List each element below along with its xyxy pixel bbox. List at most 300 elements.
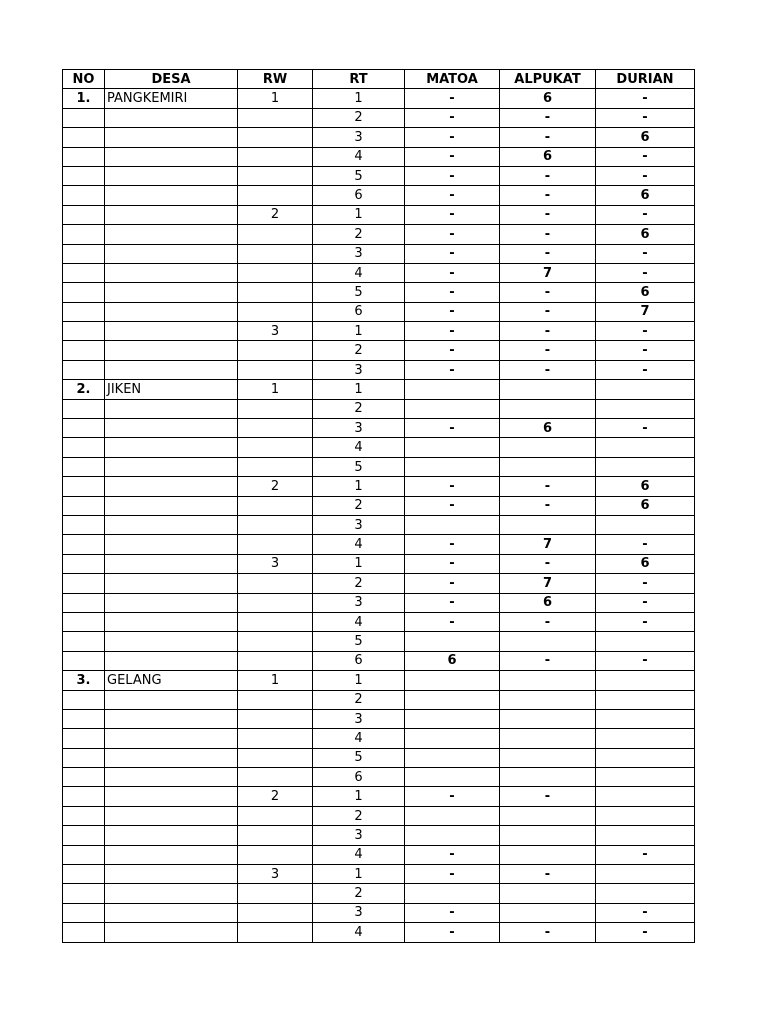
cell-desa [105,806,238,825]
cell-rw [238,923,313,942]
cell-rt: 3 [313,244,405,263]
table-row [63,612,695,631]
header-durian: DURIAN [596,70,695,89]
cell-matoa: - [405,496,500,515]
cell-no [63,845,105,864]
header-rw: RW [238,70,313,89]
cell-desa [105,787,238,806]
cell-matoa: - [405,263,500,282]
cell-alpukat: - [500,612,596,631]
cell-rt: 1 [313,865,405,884]
cell-rt: 1 [313,787,405,806]
cell-no: 1. [63,89,105,108]
cell-desa [105,128,238,147]
cell-rw [238,884,313,903]
cell-alpukat: - [500,186,596,205]
cell-alpukat: - [500,108,596,127]
cell-alpukat [500,457,596,476]
cell-desa [105,903,238,922]
cell-durian: - [596,535,695,554]
cell-alpukat: - [500,341,596,360]
cell-rt: 2 [313,496,405,515]
cell-desa [105,438,238,457]
cell-durian [596,806,695,825]
cell-matoa [405,709,500,728]
cell-durian [596,729,695,748]
cell-matoa [405,515,500,534]
cell-alpukat: 6 [500,419,596,438]
table-row [63,574,695,593]
cell-alpukat: - [500,865,596,884]
cell-no [63,651,105,670]
cell-matoa: - [405,128,500,147]
cell-alpukat: - [500,128,596,147]
cell-rt: 4 [313,845,405,864]
cell-alpukat: - [500,205,596,224]
cell-no [63,593,105,612]
cell-desa [105,884,238,903]
cell-alpukat [500,709,596,728]
cell-alpukat: 6 [500,89,596,108]
cell-rw [238,108,313,127]
cell-no [63,186,105,205]
cell-no [63,263,105,282]
cell-rt: 1 [313,205,405,224]
cell-rt: 2 [313,225,405,244]
cell-rw [238,302,313,321]
cell-rw [238,690,313,709]
cell-durian: 6 [596,225,695,244]
cell-durian: - [596,360,695,379]
cell-durian: - [596,593,695,612]
table-row [63,729,695,748]
cell-desa [105,360,238,379]
cell-matoa [405,884,500,903]
cell-matoa: - [405,419,500,438]
cell-desa [105,535,238,554]
cell-durian [596,884,695,903]
cell-rw [238,768,313,787]
cell-rw [238,845,313,864]
cell-desa [105,826,238,845]
table-row [63,787,695,806]
cell-alpukat [500,826,596,845]
cell-matoa: - [405,322,500,341]
cell-no [63,341,105,360]
table-row [63,147,695,166]
cell-alpukat: - [500,302,596,321]
table-row [63,535,695,554]
cell-no [63,515,105,534]
cell-matoa [405,729,500,748]
cell-desa [105,593,238,612]
cell-matoa: - [405,108,500,127]
table-row [63,380,695,399]
cell-alpukat [500,748,596,767]
cell-no [63,322,105,341]
cell-desa [105,263,238,282]
cell-rw: 2 [238,787,313,806]
cell-no [63,865,105,884]
cell-matoa: - [405,574,500,593]
cell-matoa [405,399,500,418]
table-row [63,399,695,418]
cell-alpukat [500,380,596,399]
cell-alpukat [500,671,596,690]
table-row [63,632,695,651]
table-row [63,903,695,922]
cell-no [63,806,105,825]
cell-matoa [405,806,500,825]
cell-rw [238,535,313,554]
cell-matoa [405,438,500,457]
cell-rw [238,496,313,515]
cell-rt: 1 [313,477,405,496]
cell-rt: 2 [313,399,405,418]
cell-desa [105,632,238,651]
cell-rw [238,826,313,845]
cell-no [63,768,105,787]
header-row [63,70,695,89]
cell-alpukat: 6 [500,593,596,612]
cell-rt: 3 [313,593,405,612]
cell-no [63,632,105,651]
cell-alpukat [500,438,596,457]
cell-rt: 4 [313,147,405,166]
cell-rt: 2 [313,341,405,360]
cell-rt: 4 [313,438,405,457]
cell-rw: 2 [238,477,313,496]
cell-no [63,729,105,748]
cell-matoa [405,768,500,787]
table-row [63,865,695,884]
cell-desa [105,205,238,224]
cell-desa [105,186,238,205]
cell-desa [105,612,238,631]
cell-matoa: - [405,612,500,631]
cell-matoa [405,457,500,476]
cell-matoa: - [405,477,500,496]
cell-no [63,903,105,922]
table-row [63,748,695,767]
cell-rw: 3 [238,322,313,341]
cell-desa [105,865,238,884]
cell-alpukat: - [500,166,596,185]
cell-durian: - [596,574,695,593]
cell-no [63,612,105,631]
cell-durian: 6 [596,186,695,205]
cell-durian: - [596,263,695,282]
cell-no [63,399,105,418]
cell-rt: 5 [313,166,405,185]
cell-desa [105,108,238,127]
cell-matoa [405,380,500,399]
cell-rw: 2 [238,205,313,224]
cell-matoa: - [405,554,500,573]
table-row [63,360,695,379]
cell-rt: 1 [313,380,405,399]
cell-alpukat [500,845,596,864]
cell-no [63,225,105,244]
cell-desa [105,147,238,166]
cell-matoa: - [405,360,500,379]
table-row [63,690,695,709]
cell-alpukat [500,690,596,709]
cell-durian: - [596,147,695,166]
cell-desa [105,457,238,476]
cell-no [63,554,105,573]
cell-rw [238,515,313,534]
table-row [63,302,695,321]
cell-alpukat [500,399,596,418]
cell-no [63,923,105,942]
data-table [62,69,695,943]
cell-durian [596,748,695,767]
cell-no [63,108,105,127]
cell-alpukat [500,903,596,922]
table-body [63,89,695,942]
cell-matoa: - [405,865,500,884]
header-rt: RT [313,70,405,89]
cell-rw [238,341,313,360]
cell-durian [596,865,695,884]
cell-alpukat [500,729,596,748]
cell-no [63,244,105,263]
cell-rw [238,709,313,728]
cell-no [63,535,105,554]
cell-rt: 4 [313,263,405,282]
cell-alpukat: 7 [500,574,596,593]
header-no: NO [63,70,105,89]
cell-durian: - [596,341,695,360]
cell-matoa: - [405,535,500,554]
cell-durian [596,457,695,476]
cell-rw: 1 [238,671,313,690]
cell-no [63,360,105,379]
cell-rt: 3 [313,419,405,438]
cell-rt: 3 [313,826,405,845]
cell-alpukat: - [500,244,596,263]
cell-desa [105,923,238,942]
cell-no [63,826,105,845]
cell-no [63,477,105,496]
cell-no [63,419,105,438]
cell-desa [105,729,238,748]
cell-durian: - [596,845,695,864]
cell-rt: 4 [313,612,405,631]
cell-rt: 1 [313,89,405,108]
cell-rt: 5 [313,632,405,651]
cell-no [63,302,105,321]
cell-rw [238,419,313,438]
cell-desa [105,554,238,573]
cell-rw [238,574,313,593]
cell-rt: 3 [313,903,405,922]
table-row [63,496,695,515]
cell-alpukat [500,884,596,903]
cell-rt: 5 [313,457,405,476]
table-row [63,923,695,942]
table-row [63,205,695,224]
cell-no [63,709,105,728]
cell-rw: 3 [238,554,313,573]
cell-rw: 1 [238,380,313,399]
cell-desa [105,166,238,185]
header-desa: DESA [105,70,238,89]
cell-rw [238,612,313,631]
table-row [63,457,695,476]
cell-durian: - [596,903,695,922]
table-row [63,322,695,341]
cell-matoa: - [405,341,500,360]
table-row [63,709,695,728]
table-row [63,477,695,496]
table-row [63,341,695,360]
table-row [63,593,695,612]
table-row [63,554,695,573]
cell-rw [238,729,313,748]
cell-no [63,128,105,147]
cell-alpukat: 7 [500,263,596,282]
table-row [63,166,695,185]
cell-durian [596,690,695,709]
cell-rt: 3 [313,515,405,534]
cell-matoa: - [405,244,500,263]
table-row [63,826,695,845]
cell-rw [238,438,313,457]
cell-matoa [405,690,500,709]
cell-rt: 6 [313,302,405,321]
cell-rw [238,128,313,147]
cell-durian: 6 [596,496,695,515]
cell-no [63,438,105,457]
table-row [63,806,695,825]
table-row [63,515,695,534]
cell-durian: - [596,205,695,224]
cell-rw [238,263,313,282]
cell-no [63,690,105,709]
cell-no [63,283,105,302]
cell-desa [105,341,238,360]
cell-alpukat: 7 [500,535,596,554]
cell-desa [105,244,238,263]
cell-matoa: - [405,205,500,224]
cell-rt: 6 [313,651,405,670]
cell-desa [105,748,238,767]
cell-matoa: - [405,593,500,612]
cell-rt: 5 [313,748,405,767]
table-row [63,128,695,147]
cell-matoa: - [405,89,500,108]
cell-durian: - [596,651,695,670]
cell-durian [596,671,695,690]
cell-durian [596,438,695,457]
cell-desa [105,651,238,670]
cell-alpukat: - [500,496,596,515]
cell-durian [596,787,695,806]
cell-desa [105,709,238,728]
cell-durian [596,515,695,534]
cell-durian: - [596,419,695,438]
cell-desa [105,225,238,244]
cell-no [63,496,105,515]
cell-rw [238,632,313,651]
table-row [63,651,695,670]
table-row [63,438,695,457]
cell-desa [105,496,238,515]
cell-no [63,457,105,476]
cell-no: 3. [63,671,105,690]
table-row [63,108,695,127]
cell-durian: - [596,244,695,263]
cell-durian: - [596,108,695,127]
cell-alpukat: - [500,225,596,244]
cell-no [63,574,105,593]
cell-rw: 3 [238,865,313,884]
cell-matoa: - [405,923,500,942]
cell-rt: 1 [313,322,405,341]
cell-desa: GELANG [105,671,238,690]
header-matoa: MATOA [405,70,500,89]
cell-rt: 6 [313,768,405,787]
cell-durian [596,632,695,651]
cell-rt: 2 [313,108,405,127]
cell-alpukat [500,768,596,787]
cell-durian: 6 [596,283,695,302]
cell-rw [238,360,313,379]
cell-rt: 5 [313,283,405,302]
cell-matoa [405,748,500,767]
cell-rw [238,244,313,263]
cell-durian: 6 [596,128,695,147]
cell-durian [596,709,695,728]
cell-matoa [405,826,500,845]
cell-rt: 2 [313,884,405,903]
cell-no [63,787,105,806]
cell-alpukat: - [500,477,596,496]
cell-rt: 2 [313,690,405,709]
cell-alpukat: - [500,787,596,806]
cell-rw [238,903,313,922]
cell-durian: 6 [596,554,695,573]
cell-desa [105,419,238,438]
cell-no [63,166,105,185]
cell-alpukat [500,515,596,534]
cell-matoa: - [405,903,500,922]
table-row [63,845,695,864]
cell-durian: - [596,322,695,341]
cell-rt: 3 [313,709,405,728]
cell-matoa [405,671,500,690]
cell-rw [238,806,313,825]
table-row [63,244,695,263]
cell-rw [238,283,313,302]
cell-alpukat [500,806,596,825]
cell-rt: 4 [313,729,405,748]
table-row [63,225,695,244]
cell-durian: - [596,166,695,185]
cell-desa [105,399,238,418]
cell-rw [238,147,313,166]
cell-no: 2. [63,380,105,399]
cell-alpukat: - [500,923,596,942]
cell-desa: PANGKEMIRI [105,89,238,108]
cell-rw [238,399,313,418]
cell-alpukat: - [500,554,596,573]
cell-rt: 1 [313,554,405,573]
cell-no [63,205,105,224]
cell-durian [596,768,695,787]
